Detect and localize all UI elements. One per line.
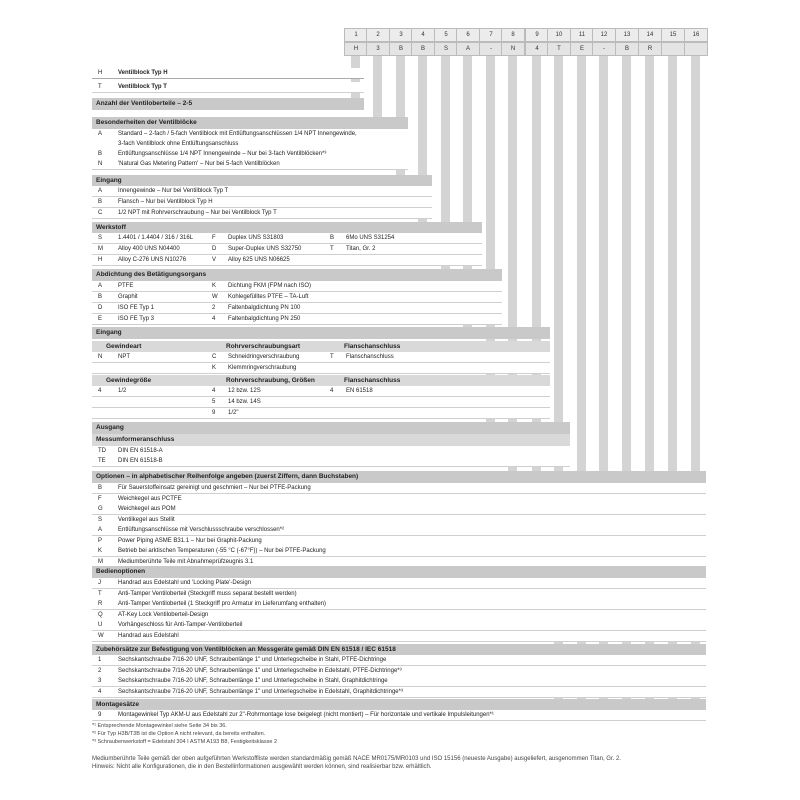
section-header-zubehoer: Zubehörsätze zur Befestigung von Ventilblöcken an Messgeräte gemäß DIN EN 61518 / IEC 61518 xyxy=(92,644,706,656)
item-code: C xyxy=(98,210,103,216)
code-position-value: B xyxy=(389,42,413,56)
subheader-flanschanschluss-2: Flanschanschluss xyxy=(344,377,401,384)
item-text: Ventilkegel aus Stellit xyxy=(118,516,175,523)
item-code: 1 xyxy=(98,657,102,663)
list-item xyxy=(92,314,502,325)
item-text: DIN EN 61518-A xyxy=(118,448,163,454)
section-header-eingang: Eingang xyxy=(92,175,432,187)
list-item xyxy=(92,244,482,255)
item-code: S xyxy=(98,516,103,523)
code-position-value: R xyxy=(638,42,662,56)
code-position-value: S xyxy=(434,42,458,56)
list-item xyxy=(92,352,550,363)
item-code: A xyxy=(98,283,103,289)
item-text: Anti-Tamper Ventiloberteil (1 Steckgriff pro Armatur im Lieferumfang enthalten) xyxy=(118,601,326,607)
item-text: ISO FE Typ 1 xyxy=(118,305,154,311)
item-code: T xyxy=(98,590,102,597)
item-text: 1/2 xyxy=(118,388,127,394)
list-item xyxy=(92,710,706,721)
list-item xyxy=(92,494,706,505)
code-position-value: T xyxy=(547,42,571,56)
list-item xyxy=(92,578,706,589)
list-item xyxy=(92,363,550,374)
subheader-gewindeart: Gewindeart xyxy=(106,343,142,350)
code-position-value: A xyxy=(456,42,480,56)
list-item: H Ventilblock Typ H xyxy=(92,68,364,79)
item-text: Standard – 2-fach / 5-fach Ventilblock mit Entlüftungsanschlüssen 1/4 NPT Innengewinde, xyxy=(118,131,357,137)
subheader-flanschanschluss: Flanschanschluss xyxy=(344,343,401,350)
code-position-value: N xyxy=(501,42,525,56)
item-code: 2 xyxy=(212,305,216,311)
code-position-number: 7 xyxy=(479,28,503,42)
item-code: F xyxy=(98,495,102,502)
footnotes xyxy=(92,722,277,746)
item-text: Weichkegel aus POM xyxy=(118,506,176,512)
subheader-gewindegroesse: Gewindegröße xyxy=(106,377,152,384)
item-code: 4 xyxy=(330,388,334,394)
item-text: Faltenbalgdichtung PN 250 xyxy=(228,316,301,322)
list-item xyxy=(92,599,706,610)
code-position-number: 16 xyxy=(684,28,708,42)
code-position-number: 9 xyxy=(525,28,549,42)
item-code: B xyxy=(98,199,103,205)
item-text: EN 61518 xyxy=(346,388,373,394)
code-position-number: 15 xyxy=(661,28,685,42)
code-position-number: 1 xyxy=(344,28,368,42)
item-text: Alloy 400 UNS N04400 xyxy=(118,246,180,252)
code-position-number: 12 xyxy=(592,28,616,42)
list-item xyxy=(92,456,570,467)
list-item xyxy=(92,546,706,557)
code-position-number: 14 xyxy=(638,28,662,42)
list-item xyxy=(92,525,706,536)
list-item xyxy=(92,255,482,266)
list-item xyxy=(92,504,706,515)
item-text: Graphit xyxy=(118,294,138,300)
item-text: Super-Duplex UNS S32750 xyxy=(228,246,302,252)
item-code: H xyxy=(98,257,103,263)
item-text: Titan, Gr. 2 xyxy=(346,246,376,252)
item-code: B xyxy=(330,235,335,241)
item-text: Entlüftungsanschlüsse 1/4 NPT Innengewinde – Nur bei 3-fach Ventilblöcken*³ xyxy=(118,151,327,157)
list-item xyxy=(92,281,502,292)
item-code: U xyxy=(98,622,103,628)
list-item: T Ventilblock Typ T xyxy=(92,82,364,93)
item-code: M xyxy=(98,558,103,565)
section-header-bedienoptionen: Bedienoptionen xyxy=(92,566,706,578)
item-code: V xyxy=(212,257,217,263)
list-item xyxy=(92,620,706,631)
item-text: Schneidringverschraubung xyxy=(228,354,300,360)
item-text: Kohlegefülltes PTFE – TA-Luft xyxy=(228,294,309,300)
section-header-ausgang: Ausgang xyxy=(92,422,570,434)
item-code: T xyxy=(330,354,334,360)
item-text: Handrad aus Edelstahl und 'Locking Plate'-Design xyxy=(118,580,252,586)
list-item xyxy=(92,666,706,677)
list-item xyxy=(92,386,550,397)
item-text: Vorhängeschloss für Anti-Tamper-Ventiloberteil xyxy=(118,622,243,628)
code-position-number: 5 xyxy=(434,28,458,42)
footer-line: Mediumberührte Teile gemäß der oben aufgeführten Werkstoffliste werden standardmäßig gemäß NACE MR0175/MR0103 und ISO 15156 (neueste Ausgabe) ausgeliefert, ausgenommen Titan, Gr. 2. xyxy=(92,756,621,762)
list-item xyxy=(92,687,706,698)
item-code: K xyxy=(212,283,217,289)
item-code: J xyxy=(98,580,101,586)
item-text: Sechskantschraube 7/16-20 UNF, Schraubenlänge 1" und Unterlegscheibe in Edelstahl, Graphitdichtringe*³ xyxy=(118,688,403,695)
item-code: T xyxy=(330,246,334,252)
item-code: 9 xyxy=(98,712,102,718)
item-text: Sechskantschraube 7/16-20 UNF, Schraubenlänge 1" und Unterlegscheibe in Stahl, Graphitdichtringe xyxy=(118,678,388,684)
list-item xyxy=(92,208,432,219)
item-code: Q xyxy=(98,611,103,618)
item-text: 3-fach Ventilblock ohne Entlüftungsanschluss xyxy=(118,141,239,147)
footnote: *² Für Typ H3B/T3B ist die Option A nicht relevant, da bereits enthalten. xyxy=(92,731,266,737)
item-code: A xyxy=(98,131,103,137)
section-header-abdichtung: Abdichtung des Betätigungsorgans xyxy=(92,269,502,281)
code-position-number: 3 xyxy=(389,28,413,42)
list-item xyxy=(92,483,706,494)
item-code: B xyxy=(98,151,103,157)
item-code: A xyxy=(98,527,103,533)
item-text: PTFE xyxy=(118,283,134,289)
code-position-value: B xyxy=(615,42,639,56)
item-text: NPT xyxy=(118,354,130,360)
code-stripe xyxy=(373,56,382,125)
list-item xyxy=(92,655,706,666)
list-item xyxy=(92,676,706,687)
code-position-number: 4 xyxy=(411,28,435,42)
subheader-rohrverschraubung-groessen: Rohrverschraubung, Größen xyxy=(226,377,315,384)
item-code: D xyxy=(212,246,217,252)
section-header-optionen: Optionen – in alphabetischer Reihenfolge angeben (zuerst Ziffern, dann Buchstaben) xyxy=(92,471,706,483)
item-text: Klemmringverschraubung xyxy=(228,365,297,371)
code-position-value: E xyxy=(570,42,594,56)
list-item xyxy=(92,589,706,600)
code-position-value xyxy=(661,42,685,56)
code-position-value: H xyxy=(344,42,368,56)
item-code: A xyxy=(98,188,103,194)
item-code: N xyxy=(98,354,103,360)
item-text: Dichtung FKM (FPM nach ISO) xyxy=(228,283,312,289)
code-position-number: 2 xyxy=(366,28,390,42)
list-item xyxy=(92,515,706,526)
item-code: W xyxy=(212,294,218,300)
item-code: K xyxy=(212,365,217,371)
subheader-rohrverschraubungsart: Rohrverschraubungsart xyxy=(226,343,301,350)
item-text: Sechskantschraube 7/16-20 UNF, Schraubenlänge 1" und Unterlegscheibe in Stahl, PTFE-Dichtringe xyxy=(118,657,387,663)
list-item xyxy=(92,631,706,642)
item-code: 3 xyxy=(98,678,102,684)
item-code: TD xyxy=(98,448,106,454)
footnote: *³ Schraubenwerkstoff = Edelstahl 304 I ASTM A193 B8, Festigkeitsklasse 2 xyxy=(92,739,278,745)
section-header-montagesaetze: Montagesätze xyxy=(92,699,706,711)
item-text: 1/2 NPT mit Rohrverschraubung – Nur bei Ventilblock Typ T xyxy=(118,210,277,216)
item-text: Ventilblock Typ H xyxy=(118,70,168,76)
code-position-number: 10 xyxy=(547,28,571,42)
item-code: N xyxy=(98,161,103,167)
item-code: 4 xyxy=(98,688,102,695)
item-text: Anti-Tamper Ventiloberteil (Steckgriff muss separat bestellt werden) xyxy=(118,590,297,597)
code-position-value: 4 xyxy=(525,42,549,56)
item-code: C xyxy=(212,354,217,360)
item-code: R xyxy=(98,601,103,607)
item-text: Betrieb bei arktischen Temperaturen (-55 °C (-67°F)) – Nur bei PTFE-Packung xyxy=(118,548,326,554)
item-code: E xyxy=(98,316,103,322)
item-text: AT-Key Lock Ventiloberteil-Design xyxy=(118,611,209,618)
item-text: ISO FE Typ 3 xyxy=(118,316,154,322)
item-text: Flanschanschluss xyxy=(346,354,394,360)
item-text: Ventilblock Typ T xyxy=(118,84,167,90)
item-code: B xyxy=(98,294,103,300)
code-position-value xyxy=(684,42,708,56)
subheader-messumformeranschluss: Messumformeranschluss xyxy=(92,434,570,446)
section-header-eingang-2: Eingang xyxy=(92,327,550,339)
item-text: 14 bzw. 14S xyxy=(228,399,261,405)
list-item xyxy=(92,159,408,170)
item-code: 5 xyxy=(212,399,216,405)
item-text: Mediumberührte Teile mit Abnahmeprüfzeugnis 3.1 xyxy=(118,558,254,565)
code-position-value: - xyxy=(592,42,616,56)
item-text: Duplex UNS S31803 xyxy=(228,235,284,241)
item-text: Faltenbalgdichtung PN 100 xyxy=(228,305,301,311)
list-item xyxy=(92,408,550,419)
item-code: S xyxy=(98,235,103,241)
list-item xyxy=(92,292,502,303)
list-item xyxy=(92,233,482,244)
item-code: M xyxy=(98,246,103,252)
list-item xyxy=(92,397,550,408)
item-code: K xyxy=(98,548,103,554)
item-text: Alloy 625 UNS N06625 xyxy=(228,257,290,263)
section-header-anzahl: Anzahl der Ventiloberteile – 2-5 xyxy=(92,98,364,110)
list-item xyxy=(92,303,502,314)
item-text: Montagewinkel Typ AKM-U aus Edelstahl zur 2"-Rohrmontage lose beigelegt (nicht montiert) – Für horizontale und vertikale Impulsleitungen*¹ xyxy=(118,712,494,718)
list-item xyxy=(92,536,706,547)
item-code: 9 xyxy=(212,410,216,416)
code-position-number: 11 xyxy=(570,28,594,42)
item-text: 12 bzw. 12S xyxy=(228,388,261,394)
item-code: 4 xyxy=(212,388,216,394)
footer-line: Hinweis: Nicht alle Konfigurationen, die in den Bestellinformationen ausgewählt werden können, sind realisierbar bzw. erhältlich. xyxy=(92,764,432,770)
item-code: D xyxy=(98,305,103,311)
section-header-werkstoff: Werkstoff xyxy=(92,222,482,234)
item-code: W xyxy=(98,632,104,639)
item-text: 1/2" xyxy=(228,410,239,416)
code-position-value: - xyxy=(479,42,503,56)
list-item xyxy=(92,186,432,197)
footnote: *¹ Entsprechende Montagewinkel siehe Seite 34 bis 36. xyxy=(92,723,227,729)
item-text: Alloy C-276 UNS N10276 xyxy=(118,257,187,263)
item-text: Weichkegel aus PCTFE xyxy=(118,495,182,502)
item-code: 4 xyxy=(212,316,216,322)
item-code: TE xyxy=(98,458,106,464)
item-code: P xyxy=(98,537,103,544)
footer-text xyxy=(92,755,712,771)
item-text: 'Natural Gas Metering Pattern' – Nur bei 5-fach Ventilblöcken xyxy=(118,161,280,167)
item-text: Entlüftungsanschlüsse mit Verschlussschraube verschlossen*² xyxy=(118,527,285,533)
item-text: 1.4401 / 1.4404 / 316 / 316L xyxy=(118,235,194,241)
code-position-number: 6 xyxy=(456,28,480,42)
code-position-number: 13 xyxy=(615,28,639,42)
code-position-number: 8 xyxy=(501,28,525,42)
item-text: Innengewinde – Nur bei Ventilblock Typ T xyxy=(118,188,229,194)
code-position-value: 3 xyxy=(366,42,390,56)
item-text: Power Piping ASME B31.1 – Nur bei Graphit-Packung xyxy=(118,537,262,544)
item-text: Handrad aus Edelstahl xyxy=(118,632,179,639)
item-code: 2 xyxy=(98,667,102,674)
code-position-value: B xyxy=(411,42,435,56)
item-text: Sechskantschraube 7/16-20 UNF, Schraubenlänge 1" und Unterlegscheibe in Edelstahl, PTFE-Dichtringe*³ xyxy=(118,667,402,674)
item-code: G xyxy=(98,506,103,512)
list-item xyxy=(92,610,706,621)
item-code: F xyxy=(212,235,216,241)
section-header-besonderheiten: Besonderheiten der Ventilblöcke xyxy=(92,117,408,129)
item-text: Für Sauerstoffeinsatz gereinigt und geschmiert – Nur bei PTFE-Packung xyxy=(118,485,311,491)
item-text: DIN EN 61518-B xyxy=(118,458,163,464)
item-text: Flansch – Nur bei Ventilblock Typ H xyxy=(118,199,213,205)
item-text: 6Mo UNS S31254 xyxy=(346,235,395,241)
item-code: B xyxy=(98,485,103,491)
list-item xyxy=(92,197,432,208)
item-code: 4 xyxy=(98,388,102,394)
